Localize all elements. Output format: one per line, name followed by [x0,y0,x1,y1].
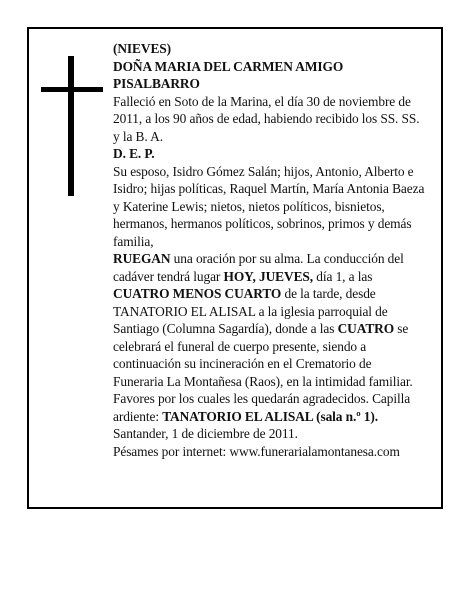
ceremony-text-1: una oración por su alma. La conducción del cadáver tendrá lugar [113,251,404,284]
ceremony-text-3: de la tarde, desde TANATORIO EL ALISAL a la iglesia parroquial de Santiago (Columna Sagardía), donde a las [113,286,388,336]
chapel-label: TANATORIO EL ALISAL (sala n.º 1). [162,408,379,424]
cross-horizontal-bar [41,87,103,92]
death-statement: Falleció en Soto de la Marina, el día 30 de noviembre de 2011, a los 90 años de edad, habiendo recibido los SS. SS. y la B. A. [113,93,420,144]
obituary-notice [27,27,443,509]
ceremony-text-2: día 1, a las [313,268,373,284]
deceased-name: DOÑA MARIA DEL CARMEN AMIGO PISALBARRO [113,58,344,91]
condolences-line: Pésames por internet: www.funerarialamontanesa.com [113,443,400,459]
ruegan-label: RUEGAN [113,251,171,266]
place-date: Santander, 1 de diciembre de 2011. [113,426,298,441]
day-label: HOY, JUEVES, [223,268,314,284]
cross-vertical-bar [68,56,74,196]
nickname: (NIEVES) [113,41,171,56]
time-label: CUATRO MENOS CUARTO [113,286,282,301]
dep-label: D. E. P. [113,146,155,161]
obituary-text [113,40,425,460]
funeral-time-label: CUATRO [337,321,395,336]
family-list: Su esposo, Isidro Gómez Salán; hijos, Antonio, Alberto e Isidro; hijas políticas, Raquel Martín, María Antonia Baeza y Katerine Lewis; nietos, nietos políticos, bisnietos, hermanos, hermanos políticos, sobrinos, primos y demás familia, [113,163,425,249]
ceremony-details [113,250,425,425]
ceremony-text-4: se celebrará el funeral de cuerpo presente, siendo a continuación su incineración en el Crematorio de Funeraria La Montañesa (Raos), en la intimidad familiar. Favores por los cuales les quedarán agradecidos. Capilla ardiente: [113,321,413,424]
